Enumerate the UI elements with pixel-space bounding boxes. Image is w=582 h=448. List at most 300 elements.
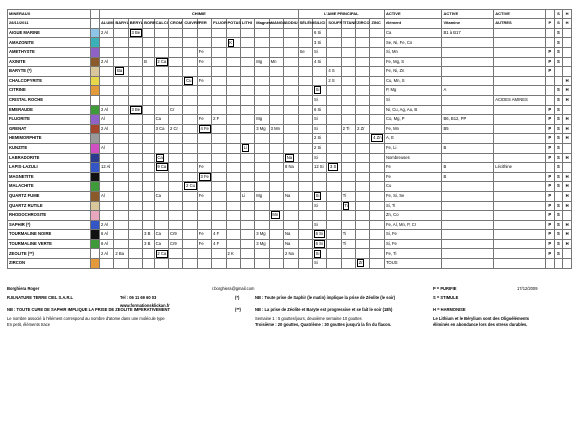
mineral-name: BARYTE (*): [8, 67, 91, 77]
element-cell-bor: [143, 153, 155, 163]
element-cell-sou: [327, 220, 341, 230]
flag-h: [563, 48, 572, 58]
element-cell-bor: [143, 249, 155, 259]
element-cell-fer: [197, 95, 211, 105]
element-cell-cro: [169, 67, 183, 77]
vitamine-heading: Vitamine: [442, 19, 494, 28]
active-vitamine: B6, B12, PP: [442, 115, 494, 125]
element-cell-fer: [197, 230, 211, 240]
element-cell-zir: [356, 230, 370, 240]
active-heading-3: ACTIVE: [494, 10, 546, 19]
element-cell-sil: [312, 249, 326, 259]
element-cell-fer: [197, 239, 211, 249]
element-cell-zinc: [370, 163, 384, 173]
element-cell-mag: [255, 182, 269, 192]
element-col-cui: CUIVRE: [183, 19, 197, 28]
mineral-color-swatch: [91, 105, 100, 115]
element-cell-sel: [298, 67, 312, 77]
flag-p: P: [546, 220, 555, 230]
active-element: Fe, Li: [384, 143, 442, 153]
active-element: A, E: [384, 134, 442, 144]
element-cell-sod: [284, 95, 299, 105]
element-cell-flu: [212, 172, 226, 182]
element-cell-flu: [212, 67, 226, 77]
element-cell-fer: [197, 163, 211, 173]
active-heading-1: ACTIVE: [384, 10, 442, 19]
active-vitamine: A: [442, 86, 494, 96]
element-cell-bor: [143, 124, 155, 134]
element-value: 2 Ba: [115, 250, 125, 256]
element-cell-mag: [255, 57, 269, 67]
element-col-mag: Magnés: [255, 19, 269, 28]
active-vitamine: B: [442, 143, 494, 153]
element-cell-fer: [197, 67, 211, 77]
element-cell-pot: [226, 172, 240, 182]
element-cell-bar: [114, 124, 128, 134]
element-cell-bar: [114, 67, 128, 77]
element-cell-bor: [143, 182, 155, 192]
flag-s: S: [554, 153, 563, 163]
element-cell-cui: [183, 105, 197, 115]
element-cell-flu: [212, 115, 226, 125]
note-cure: NB : TOUTE CURE DE SAPHIR IMPLIQUE LA PRISE DE ZEOLITE IMPERATIVEMENT: [7, 307, 171, 312]
flag-p: P: [546, 105, 555, 115]
flag-h: [563, 249, 572, 259]
element-col-sod: SODIU: [284, 19, 299, 28]
active-autres: [494, 211, 546, 221]
element-cell-sod: [284, 201, 299, 211]
element-cell-sel: [298, 76, 312, 86]
element-cell-cal: [154, 153, 168, 163]
element-cell-cui: [183, 201, 197, 211]
element-value: 2 Al: [101, 125, 109, 131]
element-cell-ber: [128, 57, 142, 67]
element-value: 6 Si: [313, 106, 322, 112]
element-value: Na: [285, 193, 291, 198]
element-cell-flu: [212, 182, 226, 192]
mineral-color-swatch: [91, 57, 100, 67]
chimie-heading: CHIMIE: [100, 10, 299, 19]
element-cell-sou: [327, 201, 341, 211]
flag-h: H: [563, 115, 572, 125]
element-cell-bar: [114, 249, 128, 259]
element-col-cro: CROM: [169, 19, 183, 28]
element-cell-alu: [100, 182, 114, 192]
table-row: [8, 211, 572, 221]
element-cell-tit: [341, 191, 355, 201]
element-cell-ber: [128, 201, 142, 211]
element-cell-cro: [169, 134, 183, 144]
active-element: Si: [384, 95, 442, 105]
element-cell-alu: [100, 115, 114, 125]
element-cell-sou: [327, 239, 341, 249]
element-cell-sou: [327, 67, 341, 77]
element-col-alu: ALUMI: [100, 19, 114, 28]
element-cell-cui: [183, 239, 197, 249]
flag-s: S: [554, 249, 563, 259]
element-cell-tit: [341, 95, 355, 105]
element-cell-sel: [298, 124, 312, 134]
p-heading: P: [546, 19, 555, 28]
element-cell-mag: [255, 143, 269, 153]
mineral-name: QUARTZ RUTILE: [8, 201, 91, 211]
element-cell-alu: [100, 249, 114, 259]
element-cell-fer: [197, 172, 211, 182]
element-cell-cro: [169, 153, 183, 163]
mineral-name: LABRADORITE: [8, 153, 91, 163]
element-cell-mag: [255, 172, 269, 182]
element-cell-man: [269, 115, 283, 125]
active-element: Cu: [384, 182, 442, 192]
element-cell-zir: [356, 201, 370, 211]
element-cell-pot: [226, 182, 240, 192]
element-cell-cui: [183, 76, 197, 86]
swatch-spacer: [91, 10, 100, 19]
element-cell-sil: [312, 259, 326, 269]
element-cell-cal: [154, 249, 168, 259]
h-heading-2: H: [563, 19, 572, 28]
element-cell-man: [269, 95, 283, 105]
element-value: Ca: [155, 193, 161, 198]
active-autres: [494, 172, 546, 182]
element-cell-sou: [327, 163, 341, 173]
author: Borghiera Roger: [7, 286, 40, 291]
element-cell-tit: [341, 182, 355, 192]
element-cell-flu: [212, 191, 226, 201]
element-cell-pot: [226, 38, 240, 48]
flag-p: P: [546, 48, 555, 58]
flag-h: H: [563, 230, 572, 240]
element-cell-pot: [226, 124, 240, 134]
element-value: 2 Al: [101, 250, 109, 256]
element-cell-ber: [128, 48, 142, 58]
element-cell-bar: [114, 201, 128, 211]
element-value: Fe: [198, 116, 204, 122]
table-row: [8, 163, 572, 173]
element-cell-pot: [226, 259, 240, 269]
element-cell-sod: [284, 143, 299, 153]
element-cell-sou: [327, 153, 341, 163]
flag-h: H: [563, 239, 572, 249]
element-cell-zir: [356, 220, 370, 230]
element-cell-mag: [255, 249, 269, 259]
element-cell-alu: [100, 48, 114, 58]
mineral-color-swatch: [91, 86, 100, 96]
table-row: [8, 95, 572, 105]
element-cell-man: [269, 48, 283, 58]
element-cell-cal: [154, 220, 168, 230]
flag-p: P: [546, 191, 555, 201]
element-cell-lit: [240, 38, 254, 48]
mineral-name: QUARTZ FUME: [8, 191, 91, 201]
element-value: 2 K: [227, 250, 234, 256]
element-cell-pot: [226, 191, 240, 201]
element-cell-sou: [327, 86, 341, 96]
element-value: 6 Si: [315, 231, 323, 237]
element-value: Na: [285, 231, 291, 237]
table-row: [8, 28, 572, 38]
element-cell-bor: [143, 38, 155, 48]
element-cell-man: [269, 76, 283, 86]
element-cell-mag: [255, 211, 269, 221]
table-row: [8, 67, 572, 77]
flag-p: P: [546, 143, 555, 153]
active-vitamine: [442, 67, 494, 77]
element-cell-zinc: [370, 76, 384, 86]
element-cell-bar: [114, 153, 128, 163]
flag-s: [554, 191, 563, 201]
mineral-name: CRISTAL ROCHE: [8, 95, 91, 105]
element-value: Li: [243, 145, 247, 151]
element-cell-flu: [212, 57, 226, 67]
minerals-heading: MINERAUX: [8, 10, 91, 19]
element-cell-bor: [143, 76, 155, 86]
element-cell-ber: [128, 211, 142, 221]
active-element: Si, Ti: [384, 201, 442, 211]
element-cell-alu: [100, 105, 114, 115]
element-cell-tit: [341, 220, 355, 230]
element-cell-sod: [284, 48, 299, 58]
element-cell-fer: [197, 48, 211, 58]
element-cell-mag: [255, 67, 269, 77]
element-cell-ber: [128, 143, 142, 153]
element-cell-bar: [114, 211, 128, 221]
element-cell-flu: [212, 249, 226, 259]
element-cell-flu: [212, 211, 226, 221]
mineral-name: SAPHIR (*): [8, 220, 91, 230]
element-cell-sou: [327, 95, 341, 105]
note-trace: En petit, éléments trace: [7, 322, 51, 327]
element-cell-man: [269, 172, 283, 182]
flag-p: P: [546, 201, 555, 211]
element-cell-ber: [128, 105, 142, 115]
element-cell-lit: [240, 259, 254, 269]
element-value: Ca: [155, 116, 161, 122]
element-value: 2 Ca: [157, 250, 167, 256]
element-cell-cro: [169, 115, 183, 125]
element-value: Se: [299, 49, 305, 55]
element-cell-lit: [240, 143, 254, 153]
element-cell-fer: [197, 249, 211, 259]
flag-p: [546, 28, 555, 38]
element-cell-man: [269, 201, 283, 211]
element-cell-sel: [298, 182, 312, 192]
mineral-name: MALACHITE: [8, 182, 91, 192]
element-cell-cui: [183, 57, 197, 67]
element-cell-alu: [100, 163, 114, 173]
element-cell-man: [269, 28, 283, 38]
flag-p: [546, 86, 555, 96]
element-value: 8 Na: [285, 164, 294, 170]
element-cell-man: [269, 57, 283, 67]
element-cell-bar: [114, 163, 128, 173]
active-element: Si, Fe: [384, 230, 442, 240]
active-vitamine: B: [442, 163, 494, 173]
element-cell-alu: [100, 134, 114, 144]
p-heading-empty: [546, 10, 555, 19]
element-cell-sel: [298, 95, 312, 105]
element-cell-bor: [143, 105, 155, 115]
element-value: 4 F: [213, 240, 220, 246]
element-cell-cal: [154, 67, 168, 77]
element-cell-sel: [298, 220, 312, 230]
element-cell-lit: [240, 105, 254, 115]
element-cell-zinc: [370, 28, 384, 38]
element-cell-bar: [114, 86, 128, 96]
element-cell-cal: [154, 211, 168, 221]
element-cell-bor: [143, 67, 155, 77]
element-value: 3 Ca: [155, 125, 165, 131]
flag-p: P: [546, 124, 555, 134]
element-cell-zir: [356, 38, 370, 48]
flag-p: P: [546, 230, 555, 240]
element-cell-pot: [226, 220, 240, 230]
element-cell-sou: [327, 191, 341, 201]
flag-s: S: [554, 239, 563, 249]
mineral-name: AMAZONITE: [8, 38, 91, 48]
element-cell-sou: [327, 211, 341, 221]
active-autres: [494, 239, 546, 249]
company: R.B.NATURE TERRE CIEL S.A.R.L: [7, 295, 74, 300]
star1: (*): [235, 295, 240, 300]
note-saphir: NB : Toute prise de Saphir (le matin) implique la prise de Zéolite (le soir): [255, 295, 396, 300]
element-value: 4 Fe: [200, 125, 209, 131]
element-value: Li: [241, 193, 246, 198]
element-cell-sou: [327, 134, 341, 144]
active-vitamine: [442, 230, 494, 240]
element-value: Si: [315, 250, 320, 256]
element-cell-ber: [128, 172, 142, 182]
element-value: Si: [313, 260, 318, 266]
element-cell-sil: [312, 134, 326, 144]
element-cell-cui: [183, 86, 197, 96]
element-cell-ber: [128, 220, 142, 230]
element-cell-man: [269, 67, 283, 77]
element-cell-cui: [183, 48, 197, 58]
element-value: 6 Si: [315, 240, 323, 246]
element-cell-sod: [284, 220, 299, 230]
flag-h: H: [563, 134, 572, 144]
element-cell-bor: [143, 230, 155, 240]
flag-h: [563, 143, 572, 153]
element-cell-bar: [114, 134, 128, 144]
mineral-name: CITRINE: [8, 86, 91, 96]
element-cell-tit: [341, 28, 355, 38]
flag-p: P: [546, 115, 555, 125]
element-cell-sil: [312, 182, 326, 192]
element-cell-mag: [255, 191, 269, 201]
element-cell-cal: [154, 86, 168, 96]
email: r.borghiera@gmail.com: [212, 286, 255, 291]
element-cell-ber: [128, 191, 142, 201]
element-cell-cro: [169, 201, 183, 211]
element-cell-sod: [284, 134, 299, 144]
flag-h: H: [563, 220, 572, 230]
element-cell-zir: [356, 182, 370, 192]
element-value: Fe: [198, 164, 204, 170]
element-value: Ti: [344, 202, 348, 208]
element-cell-sil: [312, 115, 326, 125]
element-value: Fe: [198, 49, 204, 55]
element-cell-cro: [169, 38, 183, 48]
active-element: Cu, Mn, S: [384, 76, 442, 86]
note-week1: Semaine 1 : 5 gouttes/jours, deuxième semaine 10 gouttes: [255, 316, 362, 321]
element-cell-zinc: [370, 134, 384, 144]
flag-p: P: [546, 239, 555, 249]
element-cell-zinc: [370, 124, 384, 134]
table-row: [8, 38, 572, 48]
mineral-color-swatch: [91, 38, 100, 48]
element-cell-zir: [356, 153, 370, 163]
element-cell-cro: [169, 48, 183, 58]
element-cell-zinc: [370, 48, 384, 58]
element-cell-mag: [255, 239, 269, 249]
element-cell-zinc: [370, 57, 384, 67]
active-vitamine: [442, 182, 494, 192]
element-cell-cui: [183, 230, 197, 240]
element-cell-flu: [212, 76, 226, 86]
active-vitamine: [442, 191, 494, 201]
element-cell-man: [269, 239, 283, 249]
stimule-legend: S = STIMULE: [433, 295, 459, 300]
element-cell-cui: [183, 211, 197, 221]
element-cell-sel: [298, 115, 312, 125]
mineral-name: TOURMALINE NOIRE: [8, 230, 91, 240]
element-cell-zir: [356, 143, 370, 153]
element-cell-flu: [212, 38, 226, 48]
flag-s: S: [554, 163, 563, 173]
element-value: 2 Si: [313, 145, 322, 151]
element-cell-fer: [197, 211, 211, 221]
flag-h: H: [563, 95, 572, 105]
element-cell-zir: [356, 115, 370, 125]
element-cell-alu: [100, 211, 114, 221]
flag-p: [546, 95, 555, 105]
element-cell-pot: [226, 67, 240, 77]
flag-p: [546, 38, 555, 48]
element-cell-cal: [154, 57, 168, 67]
element-cell-bar: [114, 115, 128, 125]
note-zeolite: NB : La prise de Zéolite et Baryte est progressive et se fait le soir (18h): [255, 307, 393, 312]
element-cell-flu: [212, 86, 226, 96]
element-cell-mag: [255, 134, 269, 144]
element-cell-pot: [226, 57, 240, 67]
element-value: 3 Be: [131, 29, 141, 35]
element-cell-sou: [327, 28, 341, 38]
element-cell-sod: [284, 105, 299, 115]
flag-s: [554, 67, 563, 77]
element-cell-zir: [356, 163, 370, 173]
active-autres: [494, 201, 546, 211]
element-cell-tit: [341, 115, 355, 125]
active-vitamine: B: [442, 172, 494, 182]
active-vitamine: [442, 48, 494, 58]
element-cell-zir: [356, 95, 370, 105]
element-cell-flu: [212, 153, 226, 163]
flag-h: H: [563, 172, 572, 182]
element-value: 2 Cr: [170, 125, 178, 131]
element-cell-sod: [284, 230, 299, 240]
element-value: 3 Mg: [256, 240, 266, 246]
element-cell-zinc: [370, 105, 384, 115]
element-cell-lit: [240, 57, 254, 67]
table-row: [8, 172, 572, 182]
website[interactable]: www.formationsklickan.fr: [120, 303, 170, 308]
element-col-bor: BORE: [143, 19, 155, 28]
element-cell-zinc: [370, 86, 384, 96]
active-autres: Lécithine: [494, 163, 546, 173]
element-cell-sou: [327, 115, 341, 125]
